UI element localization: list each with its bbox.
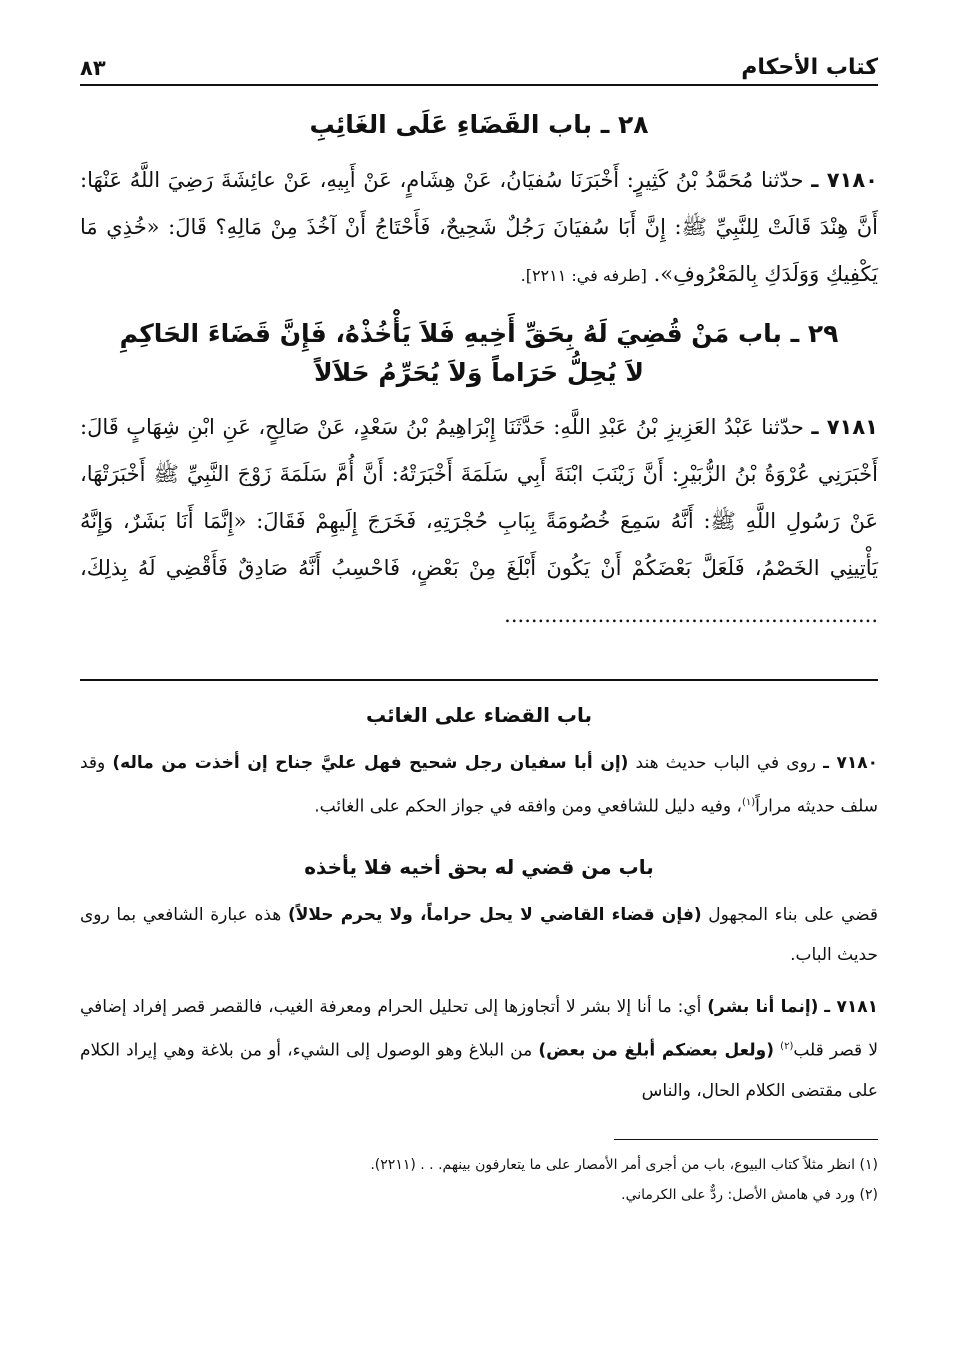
commentary-7181-text-b: من البلاغ وهو الوصول إلى الشيء، أو من بلاغة وهي إيراد الكلام على مقتضى الكلام الحال، والناس: [80, 1040, 878, 1101]
commentary-qudiya-text-a: قضي على بناء المجهول: [708, 904, 878, 925]
commentary-7180-number: ٧١٨٠ ـ: [823, 753, 879, 774]
footnote-marker-2: (٢): [780, 1040, 794, 1052]
chapter-29-title-line-2: لاَ يُحِلُّ حَرَاماً وَلاَ يُحَرِّمُ حَلاَلاً: [314, 357, 644, 387]
commentary-heading-2: باب من قضي له بحق أخيه فلا يأخذه: [304, 854, 654, 879]
commentary-7180-text-b: وقد سلف حديثه مراراً: [80, 753, 878, 817]
commentary-7180-text-a: روى في الباب حديث هند: [635, 753, 816, 774]
commentary-7181-quote-a: (إنما أنا بشر): [707, 996, 819, 1017]
book-page: [80, 40, 878, 1210]
commentary-7180-quote: (إن أبا سفيان رجل شحيح فهل عليَّ جناح إن أخذت من ماله): [112, 753, 629, 774]
footnote-rule: [614, 1139, 878, 1140]
commentary-7181-text-a: أي: ما أنا إلا بشر لا أتجاوزها إلى تحليل الحرام ومعرفة الغيب، فالقصر قصر إفراد إضافي لا قصر قلب: [80, 996, 879, 1061]
footnote-2-text: ورد في هامش الأصل: ردٌّ على الكرماني.: [621, 1186, 856, 1203]
commentary-paragraph-7181: [80, 987, 878, 1111]
commentary-7180-text-c: ، وفيه دليل للشافعي ومن وافقه في جواز الحكم على الغائب.: [314, 796, 742, 817]
chapter-29-title-line-1: ٢٩ ـ باب مَنْ قُضِيَ لَهُ بِحَقِّ أَخِيهِ فَلاَ يَأْخُذْهُ، فَإِنَّ قَضَاءَ الحَاكِمِ: [119, 318, 839, 348]
book-title: كتاب الأحكام: [741, 55, 878, 80]
hadith-7181-text: حدّثنا عَبْدُ العَزِيزِ بْنُ عَبْدِ اللَّهِ: حَدَّثَنَا إِبْرَاهِيمُ بْنُ سَعْدٍ، عَنْ صَالِحٍ، عَنِ ابْنِ شِهَابٍ قَالَ: أَخْبَرَنِي عُرْوَةُ بْنُ الزُّبَيْرِ: أَنَّ زَيْنَبَ ابْنَةَ أَبِي سَلَمَةَ أَخْبَرَتْهُ: أَنَّ أُمَّ سَلَمَةَ زَوْجَ النَّبِيِّ ﷺ أَخْبَرَتْهَا، عَنْ رَسُولِ اللَّهِ ﷺ: أَنَّهُ سَمِعَ خُصُومَةً بِبَابِ حُجْرَتِهِ، فَخَرَجَ إِلَيهِمْ فَقَالَ: «إِنَّمَا أَنَا بَشَرٌ، وَإِنَّهُ يَأْتِينِي الخَصْمُ، فَلَعَلَّ بَعْضَكُمْ أَنْ يَكُونَ أَبْلَغَ مِنْ بَعْضٍ، فَاحْسِبُ أَنَّهُ صَادِقٌ فَأَقْضِي لَهُ بِذلِكَ،: [80, 415, 878, 581]
footnote-marker-1: (١): [741, 797, 756, 809]
footnote-2-mark: (٢): [859, 1186, 878, 1203]
chapter-29-heading: [80, 315, 878, 393]
commentary-7181-quote-b: (ولعل بعضكم أبلغ من بعض): [538, 1040, 774, 1061]
hadith-7181: [80, 404, 878, 639]
footnote-2: [80, 1180, 878, 1210]
hadith-7180-number: ٧١٨٠ ـ: [811, 167, 878, 192]
hadith-7180-text: حدّثنا مُحَمَّدُ بْنُ كَثِيرٍ: أَخْبَرَنَا سُفيَانُ، عَنْ هِشَامٍ، عَنْ أَبِيهِ، عَنْ عائِشَةَ رَضِيَ اللَّهُ عَنْهَا: أَنَّ هِنْدَ قَالَتْ لِلنَّبِيِّ ﷺ: إِنَّ أَبَا سُفيَانَ رَجُلٌ شَحِيحٌ، فَأَحْتَاجُ أَنْ آخُذَ مِنْ مَالِهِ؟ قَالَ: «خُذِي مَا يَكْفِيكِ وَوَلَدَكِ بِالمَعْرُوفِ».: [80, 167, 878, 286]
footnote-1-text: انظر مثلاً كتاب البيوع، باب من أجرى أمر الأمصار على ما يتعارفون بينهم. . . (٢٢١١).: [370, 1156, 856, 1173]
hadith-7181-ellipsis: ........................................................: [504, 603, 878, 628]
hadith-7180-reference: [طرفه في: ٢٢١١].: [520, 265, 647, 285]
commentary-qudiya-quote: (فإن قضاء القاضي لا يحل حراماً، ولا يحرم حلالاً): [287, 904, 702, 925]
hadith-7180: [80, 157, 878, 299]
commentary-qudiya-text-b: هذه عبارة الشافعي بما روى حديث الباب.: [80, 904, 878, 965]
commentary-paragraph-qudiya: [80, 895, 878, 975]
commentary-7181-number: ٧١٨١ ـ: [824, 996, 879, 1017]
footnote-1: [80, 1150, 878, 1180]
commentary-paragraph-7180: [80, 743, 878, 827]
commentary-heading-1: باب القضاء على الغائب: [365, 703, 593, 728]
running-header: [80, 40, 878, 86]
commentary-separator: [80, 679, 878, 681]
hadith-7181-number: ٧١٨١ ـ: [811, 415, 878, 440]
page-number: ٨٣: [80, 56, 106, 80]
footnote-1-mark: (١): [859, 1156, 878, 1173]
chapter-28-heading: ٢٨ ـ باب القَضَاءِ عَلَى الغَائِبِ: [309, 110, 649, 139]
